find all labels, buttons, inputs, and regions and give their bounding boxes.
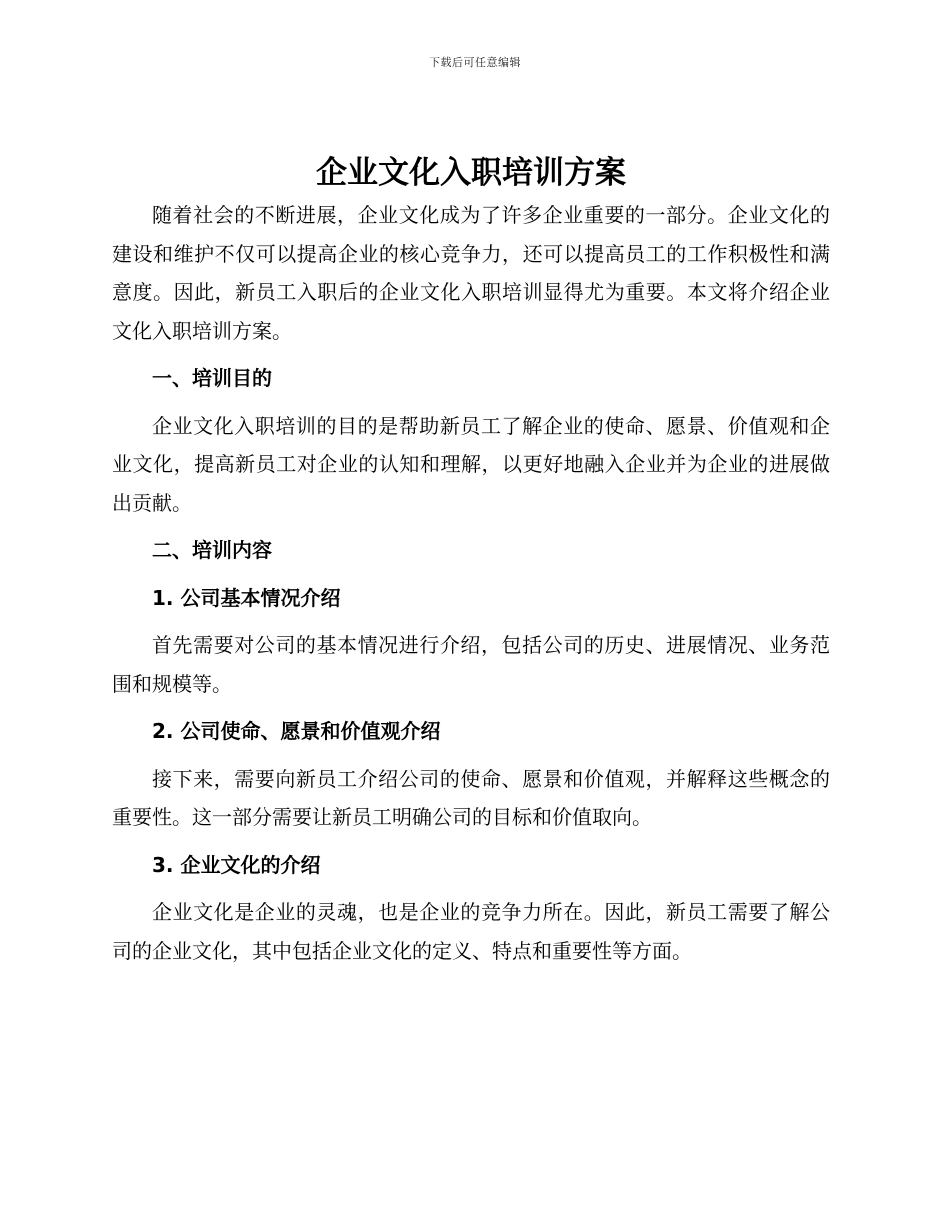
spacer	[112, 837, 830, 846]
spacer	[112, 398, 830, 407]
document-title: 企业文化入职培训方案	[316, 155, 626, 191]
subsection-heading-mission-vision: 2. 公司使命、愿景和价值观介绍	[152, 719, 441, 743]
spacer	[112, 751, 830, 760]
spacer	[112, 703, 830, 712]
spacer	[112, 884, 830, 893]
spacer	[112, 617, 830, 626]
document-body	[112, 152, 830, 970]
spacer	[112, 522, 830, 531]
subsection-paragraph-culture: 企业文化是企业的灵魂，也是企业的竞争力所在。因此，新员工需要了解公司的企业文化，其中包括企业文化的定义、特点和重要性等方面。	[112, 900, 830, 963]
section-heading-purpose: 一、培训目的	[152, 366, 272, 390]
subsection-paragraph-company-intro: 首先需要对公司的基本情况进行介绍，包括公司的历史、进展情况、业务范围和规模等。	[112, 633, 830, 696]
intro-paragraph: 随着社会的不断进展，企业文化成为了许多企业重要的一部分。企业文化的建设和维护不仅可以提高企业的核心竞争力，还可以提高员工的工作积极性和满意度。因此，新员工入职后的企业文化入职培训显得尤为重要。本文将介绍企业文化入职培训方案。	[112, 203, 830, 343]
header-note: 下载后可任意编辑	[429, 56, 521, 69]
subsection-paragraph-mission-vision: 接下来，需要向新员工介绍公司的使命、愿景和价值观，并解释这些概念的重要性。这一部分需要让新员工明确公司的目标和价值取向。	[112, 766, 830, 829]
spacer	[112, 350, 830, 359]
spacer	[112, 570, 830, 579]
section-paragraph-purpose: 企业文化入职培训的目的是帮助新员工了解企业的使命、愿景、价值观和企业文化，提高新员工对企业的认知和理解，以更好地融入企业并为企业的进展做出贡献。	[112, 413, 830, 515]
subsection-heading-culture: 3. 企业文化的介绍	[152, 852, 321, 877]
section-heading-content: 二、培训内容	[152, 538, 272, 562]
subsection-heading-company-intro: 1. 公司基本情况介绍	[152, 585, 341, 610]
